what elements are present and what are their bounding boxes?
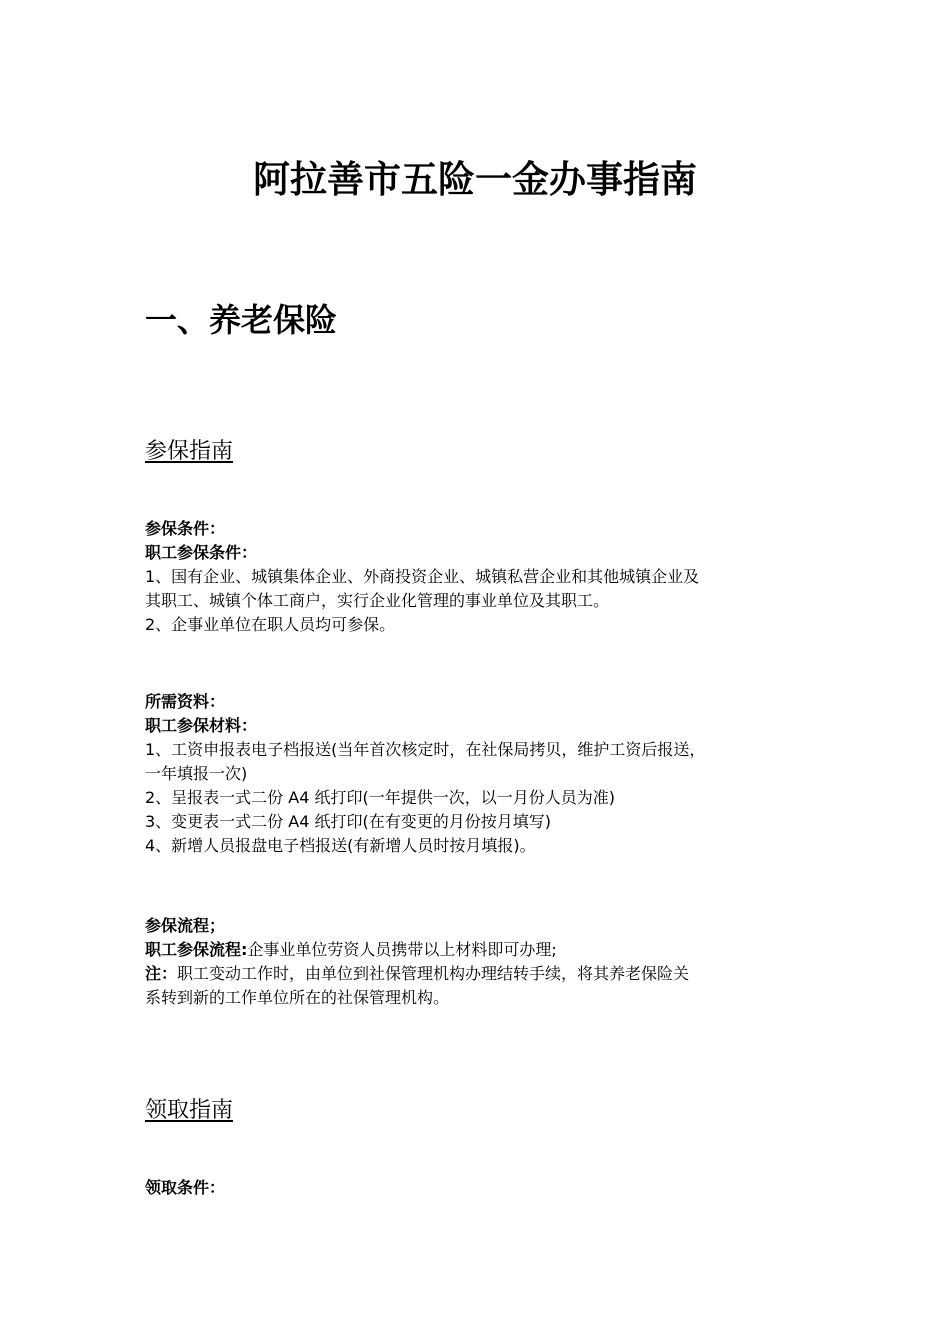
worker-process-text: 企事业单位劳资人员携带以上材料即可办理; <box>247 940 557 959</box>
condition-item-1-line1: 1、国有企业、城镇集体企业、外商投资企业、城镇私营企业和其他城镇企业及 <box>145 567 700 586</box>
note-label: 注： <box>145 964 178 983</box>
material-item-2: 2、呈报表一式二份 A4 纸打印(一年提供一次，以一月份人员为准) <box>145 788 615 807</box>
subheading-enroll-guide: 参保指南 <box>145 439 234 464</box>
worker-materials-label: 职工参保材料： <box>145 716 258 735</box>
condition-item-2: 2、企事业单位在职人员均可参保。 <box>145 615 396 634</box>
process-label: 参保流程； <box>145 916 226 935</box>
material-item-1-line2: 一年填报一次) <box>145 764 248 783</box>
materials-block <box>145 690 825 858</box>
process-block <box>145 914 825 1010</box>
note-line-2: 系转到新的工作单位所在的社保管理机构。 <box>145 988 450 1007</box>
conditions-label: 参保条件： <box>145 519 226 538</box>
subheading-claim-guide: 领取指南 <box>145 1098 234 1123</box>
material-item-4: 4、新增人员报盘电子档报送(有新增人员时按月填报)。 <box>145 836 536 855</box>
worker-conditions-label: 职工参保条件： <box>145 543 258 562</box>
worker-process-label: 职工参保流程: <box>145 940 248 959</box>
enroll-conditions-block <box>145 517 825 637</box>
worker-process-line <box>145 938 825 962</box>
material-item-3: 3、变更表一式二份 A4 纸打印(在有变更的月份按月填写) <box>145 812 551 831</box>
section-heading-pension: 一、养老保险 <box>145 301 338 339</box>
material-item-1-line1: 1、工资申报表电子档报送(当年首次核定时，在社保局拷贝，维护工资后报送， <box>145 740 706 759</box>
materials-label: 所需资料： <box>145 692 226 711</box>
claim-conditions-label: 领取条件： <box>145 1178 226 1197</box>
note-text-1: 职工变动工作时，由单位到社保管理机构办理结转手续，将其养老保险关 <box>177 964 690 983</box>
claim-conditions-block <box>145 1176 825 1200</box>
condition-item-1-line2: 其职工、城镇个体工商户，实行企业化管理的事业单位及其职工。 <box>145 591 610 610</box>
note-line-1 <box>145 962 825 986</box>
document-title: 阿拉善市五险一金办事指南 <box>253 158 697 201</box>
